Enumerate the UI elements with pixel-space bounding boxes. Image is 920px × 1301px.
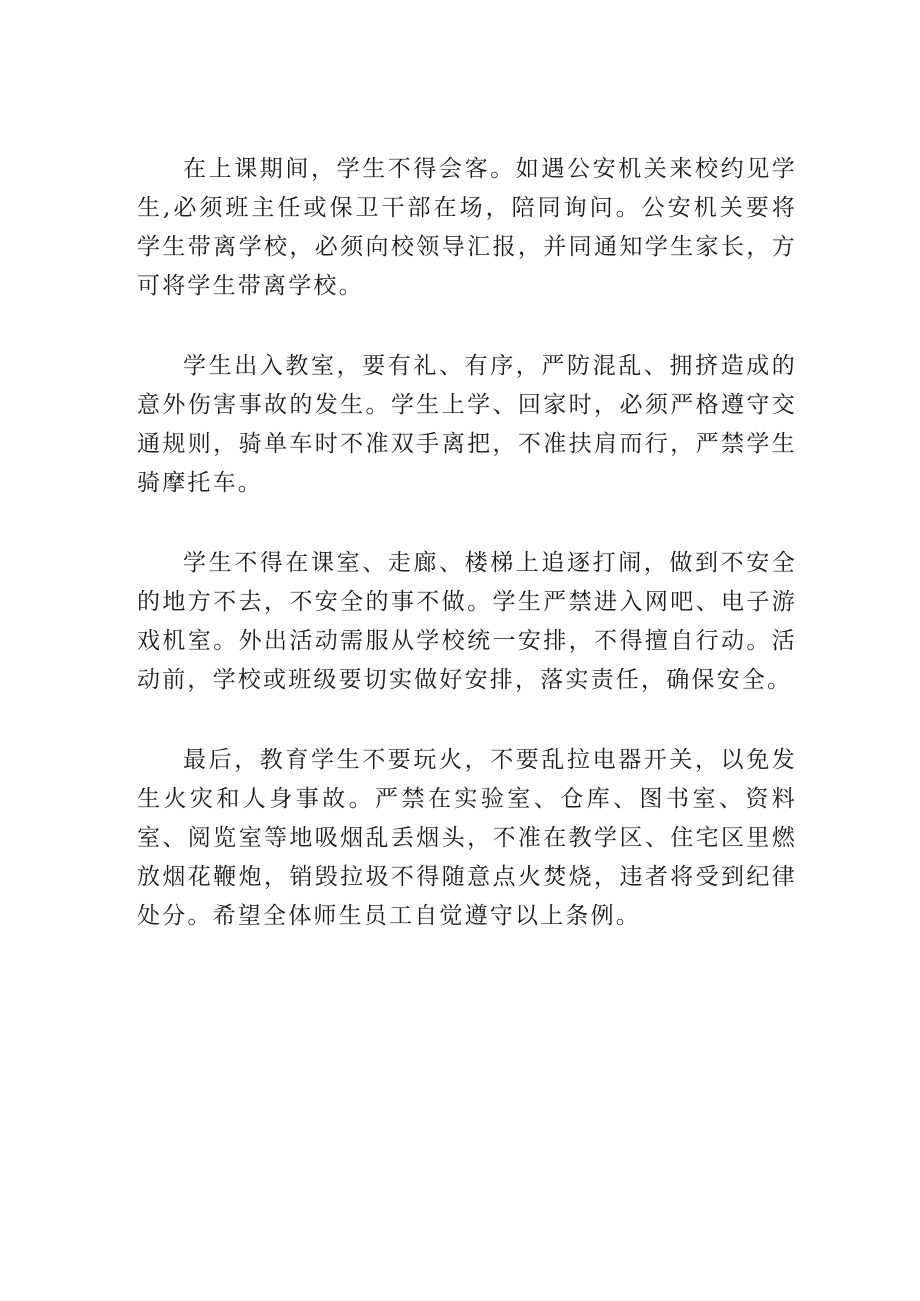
paragraph-fire-safety: 最后，教育学生不要玩火，不要乱拉电器开关，以免发生火灾和人身事故。严禁在实验室、仓库、图书室、资料室、阅览室等地吸烟乱丢烟头，不准在教学区、住宅区里燃放烟花鞭炮，销毁拉圾不得随意点火焚烧，违者将受到纪律处分。希望全体师生员工自觉遵守以上条例。 [137, 747, 797, 929]
paragraph-visitors: 在上课期间，学生不得会客。如遇公安机关来校约见学生,必须班主任或保卫干部在场，陪同询问。公安机关要将学生带离学校，必须向校领导汇报，并同通知学生家长，方可将学生带离学校。 [137, 156, 797, 299]
paragraph-safety-activities: 学生不得在课室、走廊、楼梯上追逐打闹，做到不安全的地方不去，不安全的事不做。学生严禁进入网吧、电子游戏机室。外出活动需服从学校统一安排，不得擅自行动。活动前，学校或班级要切实做好安排，落实责任，确保安全。 [137, 550, 797, 693]
paragraph-classroom-traffic: 学生出入教室，要有礼、有序，严防混乱、拥挤造成的意外伤害事故的发生。学生上学、回家时，必须严格遵守交通规则，骑单车时不准双手离把，不准扶肩而行，严禁学生骑摩托车。 [137, 353, 797, 496]
document-body [137, 150, 797, 977]
